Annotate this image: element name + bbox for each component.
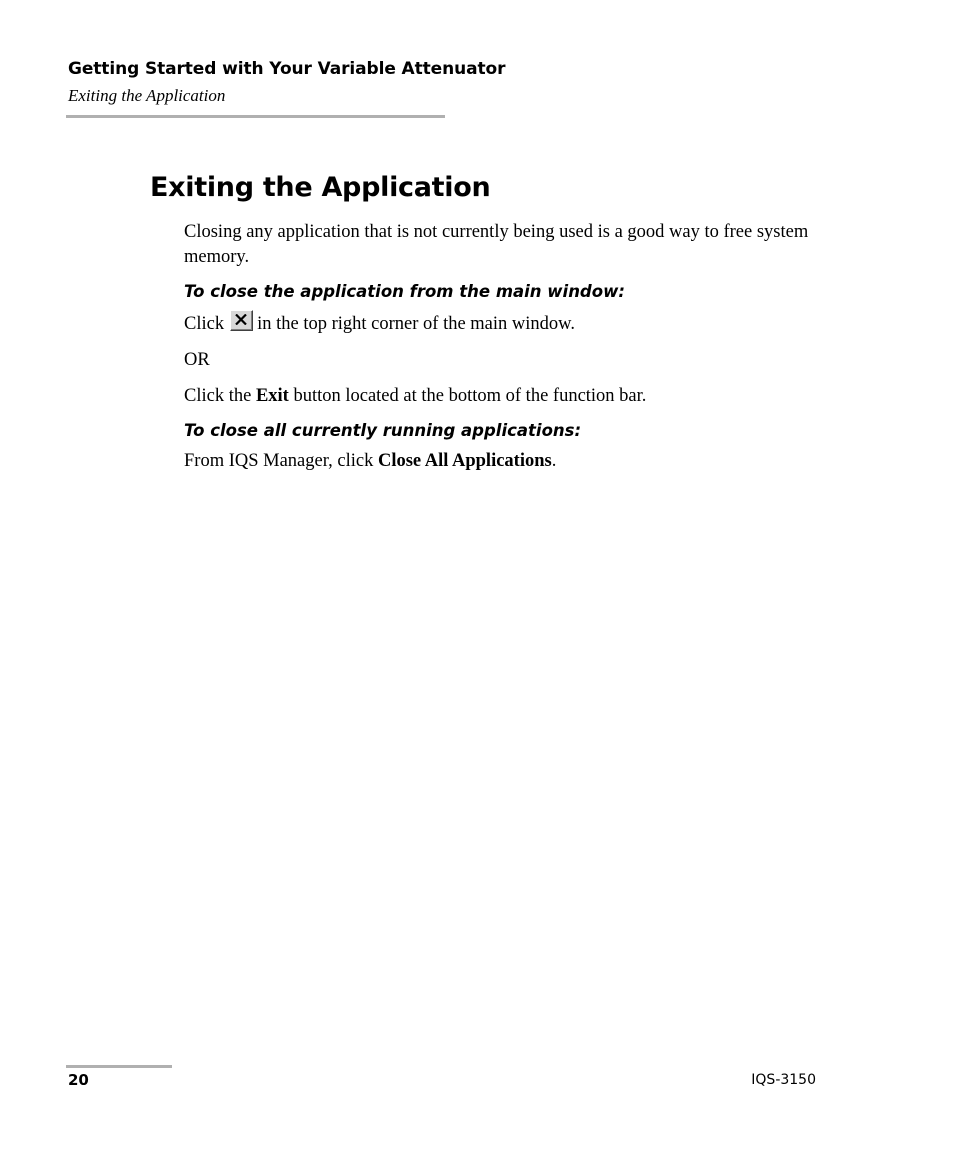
intro-paragraph: Closing any application that is not currently being used is a good way to free system memory. [184,222,809,267]
procedure-heading-close-all: To close all currently running applications: [184,421,582,440]
step-close-all [184,449,824,474]
chapter-title: Getting Started with Your Variable Attenuator [68,59,506,79]
exit-button-label: Exit [255,386,289,406]
step-text: in the top right corner of the main window. [257,314,575,334]
or-separator: OR [184,350,210,370]
step-text: Click the [184,386,256,406]
step-text: Click [184,314,225,334]
step-text: . [551,451,557,471]
section-title: Exiting the Application [68,86,226,105]
content-body [184,220,824,485]
header-divider [66,115,445,118]
step-text: button located at the bottom of the function bar. [288,386,647,406]
close-all-label: Close All Applications [377,451,552,471]
procedure-heading-main-window: To close the application from the main window: [184,282,625,301]
step-click-close [184,310,824,337]
running-header [68,58,668,107]
page-title: Exiting the Application [150,172,491,203]
step-click-exit [184,384,824,409]
product-code: IQS-3150 [751,1072,816,1088]
step-text: From IQS Manager, click [184,451,378,471]
close-window-icon [230,310,253,331]
footer-divider [66,1065,172,1068]
page-number: 20 [68,1071,89,1089]
